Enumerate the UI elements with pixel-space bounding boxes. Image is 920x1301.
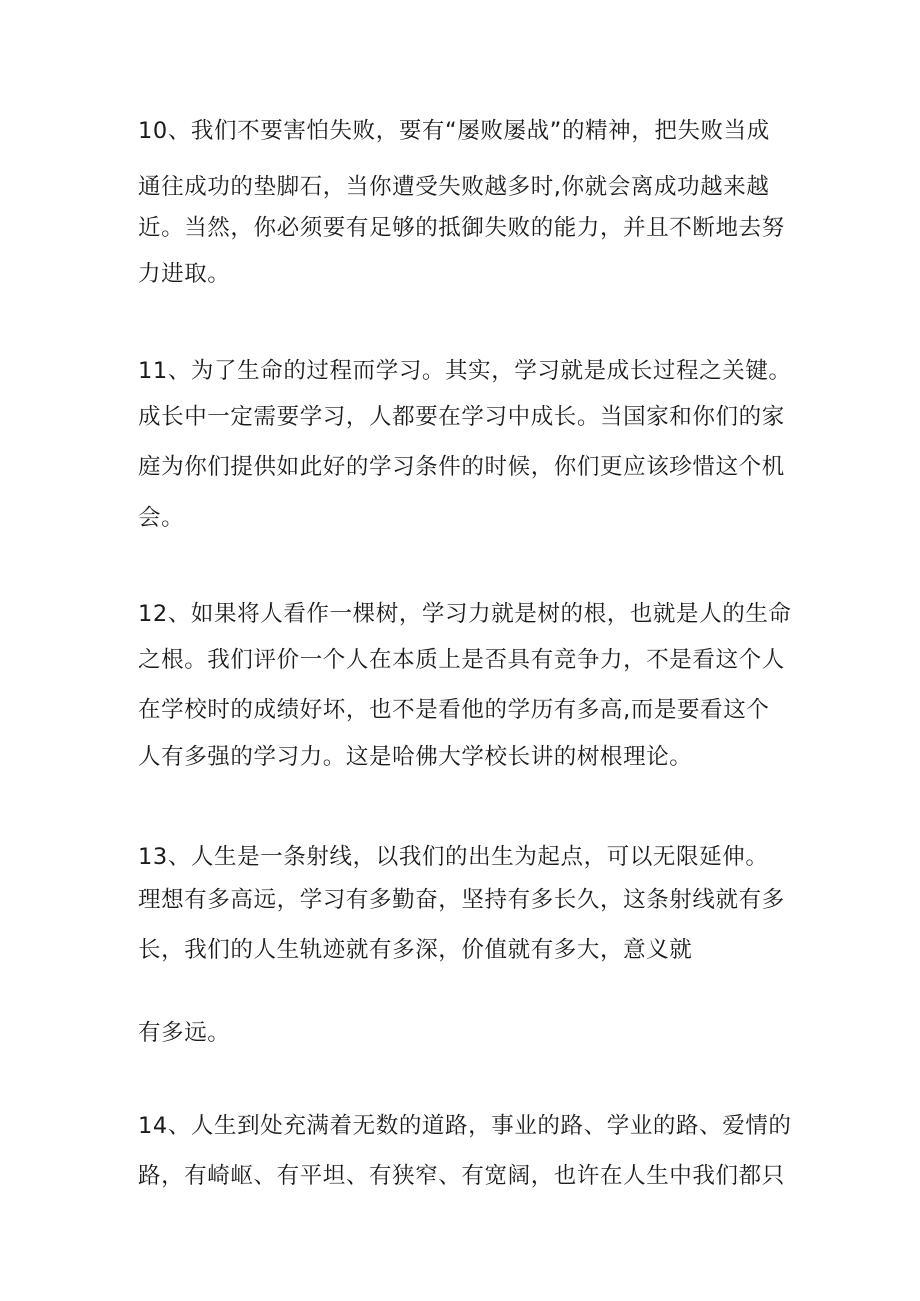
text-line: 路，有崎岖、有平坦、有狭窄、有宽阔，也许在人生中我们都只 [138, 1163, 785, 1189]
text-line: 近。当然，你必须要有足够的抵御失败的能力，并且不断地去努 [138, 215, 785, 241]
text-line: 13、人生是一条射线，以我们的出生为起点，可以无限延伸。 [138, 844, 769, 870]
text-line: 有多远。 [138, 1020, 231, 1046]
text-line: 人有多强的学习力。这是哈佛大学校长讲的树根理论。 [138, 744, 693, 770]
text-line: 庭为你们提供如此好的学习条件的时候，你们更应该珍惜这个机 [138, 454, 785, 480]
text-line: 10、我们不要害怕失败，要有“屡败屡战”的精神，把失败当成 [138, 118, 770, 144]
text-line: 长，我们的人生轨迹就有多深，价值就有多大，意义就 [138, 937, 693, 963]
text-line: 力进取。 [138, 261, 231, 287]
text-line: 之根。我们评价一个人在本质上是否具有竞争力，不是看这个人 [138, 647, 785, 673]
text-line: 在学校时的成绩好坏，也不是看他的学历有多高,而是要看这个 [138, 697, 770, 723]
text-line: 成长中一定需要学习，人都要在学习中成长。当国家和你们的家 [138, 404, 785, 430]
text-line: 11、为了生命的过程而学习。其实，学习就是成长过程之关键。 [138, 358, 792, 384]
text-line: 通往成功的垫脚石，当你遭受失败越多时,你就会离成功越来越 [138, 174, 770, 200]
text-line: 12、如果将人看作一棵树，学习力就是树的根，也就是人的生命 [138, 601, 792, 627]
text-line: 14、人生到处充满着无数的道路，事业的路、学业的路、爱情的 [138, 1113, 792, 1139]
text-line: 理想有多高远，学习有多勤奋，坚持有多长久，这条射线就有多 [138, 887, 785, 913]
text-line: 会。 [138, 505, 185, 531]
